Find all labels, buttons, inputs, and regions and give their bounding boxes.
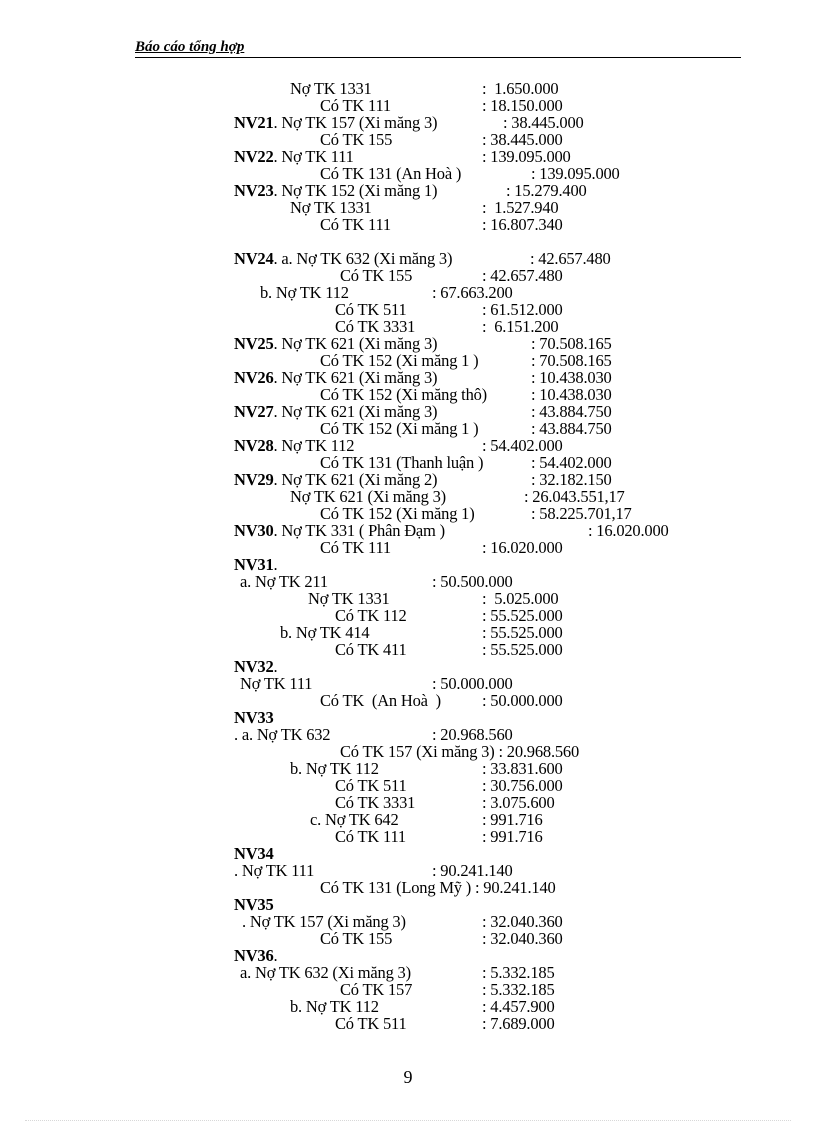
account-label: Có TK 155	[320, 130, 393, 149]
account-label: Có TK 111	[320, 215, 391, 234]
footer-rule	[25, 1120, 791, 1121]
transaction-code: NV21	[234, 113, 274, 132]
account-label: b. Nợ TK 112	[290, 759, 379, 778]
account-label: Có TK 152 (Xi măng 1)	[320, 504, 475, 523]
account-label: . Nợ TK 111	[234, 861, 315, 880]
account-label: Có TK 111	[320, 538, 391, 557]
amount-value: : 3.075.600	[482, 793, 555, 812]
entry-line	[340, 981, 412, 998]
entry-line	[234, 522, 445, 539]
amount-value: : 55.525.000	[482, 640, 563, 659]
transaction-code: NV35	[234, 895, 274, 914]
entry-line	[308, 590, 390, 607]
transaction-code: NV25	[234, 334, 274, 353]
entry-line	[320, 97, 391, 114]
entry-line	[290, 488, 446, 505]
amount-value: : 43.884.750	[531, 402, 612, 421]
amount-value: : 55.525.000	[482, 623, 563, 642]
amount-value: : 42.657.480	[482, 266, 563, 285]
transaction-code: NV31	[234, 555, 274, 574]
transaction-code: NV32	[234, 657, 274, 676]
amount-value: : 16.020.000	[482, 538, 563, 557]
entry-line	[335, 607, 407, 624]
entry-line	[320, 386, 487, 403]
account-label: . a. Nợ TK 632 (Xi măng 3)	[273, 249, 453, 268]
account-label: Có TK 152 (Xi măng 1 )	[320, 351, 479, 370]
entry-line	[234, 845, 274, 862]
account-label: Có TK 3331	[335, 317, 416, 336]
amount-value: : 54.402.000	[531, 453, 612, 472]
account-label: . a. Nợ TK 632	[234, 725, 331, 744]
entry-line	[320, 352, 478, 369]
amount-value: : 20.968.560	[494, 742, 580, 761]
entry-line	[234, 335, 437, 352]
amount-value: : 70.508.165	[531, 334, 612, 353]
entry-line	[234, 369, 437, 386]
entry-line	[320, 420, 478, 437]
account-label: Có TK 111	[320, 96, 391, 115]
account-label: b. Nợ TK 112	[290, 997, 379, 1016]
entry-line	[280, 624, 369, 641]
amount-value: : 70.508.165	[531, 351, 612, 370]
entry-line	[320, 879, 556, 896]
entry-line	[234, 182, 437, 199]
entry-line	[310, 811, 399, 828]
amount-value: : 38.445.000	[503, 113, 584, 132]
entry-line	[242, 913, 406, 930]
amount-value: : 15.279.400	[506, 181, 587, 200]
amount-value: : 30.756.000	[482, 776, 563, 795]
amount-value: : 67.663.200	[432, 283, 513, 302]
account-label: Có TK 152 (Xi măng thô)	[320, 385, 487, 404]
transaction-code: NV26	[234, 368, 274, 387]
entry-line	[320, 539, 391, 556]
account-label: Nợ TK 1331	[308, 589, 390, 608]
amount-value: : 5.332.185	[482, 963, 555, 982]
entry-line	[320, 505, 475, 522]
amount-value: : 32.040.360	[482, 912, 563, 931]
entry-line	[320, 454, 483, 471]
entry-line	[234, 437, 354, 454]
entry-line	[335, 794, 415, 811]
transaction-code: NV36	[234, 946, 274, 965]
entry-line	[240, 675, 312, 692]
amount-value: : 26.043.551,17	[524, 487, 625, 506]
account-label: . Nợ TK 157 (Xi măng 3)	[273, 113, 438, 132]
account-label: Có TK 111	[335, 827, 406, 846]
transaction-code: NV24	[234, 249, 274, 268]
header-title: Báo cáo tổng hợp	[135, 39, 245, 55]
amount-value: : 33.831.600	[482, 759, 563, 778]
entry-line	[260, 284, 349, 301]
entry-line	[234, 726, 330, 743]
amount-value: : 7.689.000	[482, 1014, 555, 1033]
entry-line	[234, 709, 274, 726]
entry-line	[335, 1015, 407, 1032]
amount-value: : 139.095.000	[531, 164, 620, 183]
entry-line	[320, 216, 391, 233]
entry-line	[234, 896, 274, 913]
amount-value: : 50.500.000	[432, 572, 513, 591]
account-label: a. Nợ TK 211	[240, 572, 328, 591]
transaction-code: NV23	[234, 181, 274, 200]
account-label: . Nợ TK 111	[273, 147, 354, 166]
account-label: Có TK 3331	[335, 793, 416, 812]
account-label: b. Nợ TK 414	[280, 623, 370, 642]
amount-value: : 5.025.000	[482, 589, 559, 608]
account-label: b. Nợ TK 112	[260, 283, 349, 302]
account-label: Nợ TK 1331	[290, 79, 372, 98]
amount-value: : 42.657.480	[530, 249, 611, 268]
account-label: Có TK 131 (Long Mỹ )	[320, 878, 472, 897]
entry-line	[234, 403, 437, 420]
entry-line	[340, 743, 579, 760]
entry-line	[234, 114, 437, 131]
amount-value: : 55.525.000	[482, 606, 563, 625]
amount-value: : 90.241.140	[432, 861, 513, 880]
account-label: . Nợ TK 621 (Xi măng 2)	[273, 470, 438, 489]
account-label: . Nợ TK 331 ( Phân Đạm )	[273, 521, 445, 540]
amount-value: : 1.650.000	[482, 79, 559, 98]
account-label: Có TK 155	[320, 929, 393, 948]
account-label: . Nợ TK 621 (Xi măng 3)	[273, 368, 438, 387]
entry-line	[320, 131, 392, 148]
amount-value: : 38.445.000	[482, 130, 563, 149]
amount-value: : 50.000.000	[432, 674, 513, 693]
entry-line	[290, 760, 379, 777]
entry-line	[240, 964, 411, 981]
account-label: . Nợ TK 621 (Xi măng 3)	[273, 334, 438, 353]
amount-value: : 4.457.900	[482, 997, 555, 1016]
entry-line	[340, 267, 412, 284]
amount-value: : 54.402.000	[482, 436, 563, 455]
amount-value: : 139.095.000	[482, 147, 571, 166]
entry-line	[234, 148, 354, 165]
account-label: Có TK 112	[335, 606, 407, 625]
account-label: Có TK 411	[335, 640, 407, 659]
entry-line	[240, 573, 328, 590]
account-label: Nợ TK 111	[240, 674, 313, 693]
page-header	[135, 39, 741, 58]
transaction-code: NV27	[234, 402, 274, 421]
amount-value: : 20.968.560	[432, 725, 513, 744]
entry-line	[335, 828, 406, 845]
amount-value: : 32.040.360	[482, 929, 563, 948]
entry-line	[234, 471, 437, 488]
entry-line	[335, 301, 407, 318]
transaction-code: NV22	[234, 147, 274, 166]
entry-line	[234, 250, 452, 267]
account-label: Có TK 155	[340, 266, 413, 285]
amount-value: : 10.438.030	[531, 368, 612, 387]
amount-value: : 991.716	[482, 810, 543, 829]
amount-value: : 18.150.000	[482, 96, 563, 115]
entry-line	[320, 930, 392, 947]
account-label: Có TK (An Hoà )	[320, 691, 441, 710]
transaction-code: NV28	[234, 436, 274, 455]
account-label: Có TK 511	[335, 776, 407, 795]
amount-value: : 6.151.200	[482, 317, 559, 336]
entry-line	[234, 658, 277, 675]
amount-value: : 43.884.750	[531, 419, 612, 438]
account-label: Có TK 131 (Thanh luận )	[320, 453, 484, 472]
entry-line	[234, 862, 314, 879]
transaction-code: NV34	[234, 844, 274, 863]
account-label: Có TK 157 (Xi măng 3)	[340, 742, 495, 761]
account-label: Nợ TK 621 (Xi măng 3)	[290, 487, 446, 506]
amount-value: : 16.020.000	[588, 521, 669, 540]
account-label: Có TK 511	[335, 300, 407, 319]
entry-line	[320, 692, 441, 709]
account-label: . Nợ TK 112	[273, 436, 355, 455]
amount-value: : 90.241.140	[471, 878, 556, 897]
account-label: Có TK 157	[340, 980, 413, 999]
amount-value: : 10.438.030	[531, 385, 612, 404]
transaction-code: NV30	[234, 521, 274, 540]
account-label: Có TK 131 (An Hoà )	[320, 164, 462, 183]
account-label: Nợ TK 1331	[290, 198, 372, 217]
entry-line	[234, 556, 277, 573]
account-label: . Nợ TK 152 (Xi măng 1)	[273, 181, 438, 200]
amount-value: : 5.332.185	[482, 980, 555, 999]
account-label: c. Nợ TK 642	[310, 810, 399, 829]
amount-value: : 32.182.150	[531, 470, 612, 489]
account-label: .	[273, 657, 278, 676]
entry-line	[335, 641, 407, 658]
amount-value: : 991.716	[482, 827, 543, 846]
account-label: . Nợ TK 621 (Xi măng 3)	[273, 402, 438, 421]
account-label: Có TK 511	[335, 1014, 407, 1033]
transaction-code: NV33	[234, 708, 274, 727]
account-label: .	[273, 946, 278, 965]
entry-line	[335, 318, 415, 335]
amount-value: : 61.512.000	[482, 300, 563, 319]
entry-line	[335, 777, 407, 794]
amount-value: : 58.225.701,17	[531, 504, 632, 523]
entry-line	[234, 947, 277, 964]
account-label: a. Nợ TK 632 (Xi măng 3)	[240, 963, 411, 982]
amount-value: : 16.807.340	[482, 215, 563, 234]
transaction-code: NV29	[234, 470, 274, 489]
entry-line	[290, 80, 372, 97]
amount-value: : 50.000.000	[482, 691, 563, 710]
entry-line	[290, 998, 379, 1015]
entry-line	[320, 165, 461, 182]
page-number: 9	[403, 1067, 413, 1087]
account-label: . Nợ TK 157 (Xi măng 3)	[242, 912, 406, 931]
entry-line	[290, 199, 372, 216]
amount-value: : 1.527.940	[482, 198, 559, 217]
account-label: .	[273, 555, 278, 574]
account-label: Có TK 152 (Xi măng 1 )	[320, 419, 479, 438]
